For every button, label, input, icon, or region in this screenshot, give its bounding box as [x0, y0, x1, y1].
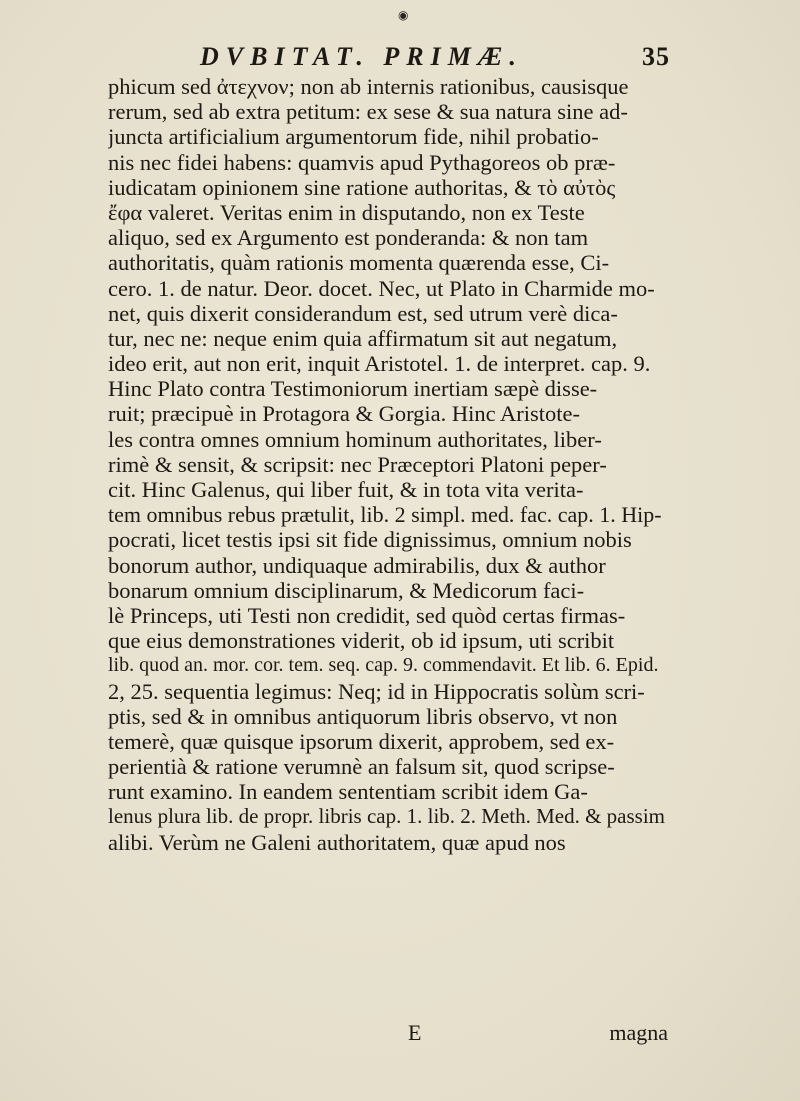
text-line: 2, 25. sequentia legimus: Neq; id in Hippocratis solùm scri- — [108, 678, 645, 704]
text-line: bonorum author, undiquaque admirabilis, dux & author — [108, 552, 606, 578]
text-line: lenus plura lib. de propr. libris cap. 1. lib. 2. Meth. Med. & passim — [108, 804, 666, 829]
text-line: cit. Hinc Galenus, qui liber fuit, & in tota vita verita- — [108, 477, 584, 502]
text-line: authoritatis, quàm rationis momenta quærenda esse, Ci- — [108, 250, 610, 276]
text-line: aliquo, sed ex Argumento est ponderanda: & non tam — [108, 225, 589, 251]
text-line: pocrati, licet testis ipsi sit fide dignissimus, omnium nobis — [108, 527, 632, 553]
text-line: temerè, quæ quisque ipsorum dixerit, approbem, sed ex- — [108, 728, 615, 754]
text-line: net, quis dixerit considerandum est, sed utrum verè dica- — [108, 300, 618, 326]
text-line: que eius demonstrationes viderit, ob id ipsum, uti scribit — [108, 628, 615, 654]
text-line: iudicatam opinionem sine ratione authoritas, & τὸ αὐτὸς — [108, 174, 616, 200]
text-line: ἔφα valeret. Veritas enim in disputando, non ex Teste — [108, 199, 585, 225]
text-line: tur, nec ne: neque enim quia affirmatum sit aut negatum, — [108, 325, 618, 351]
text-line: ideo erit, aut non erit, inquit Aristotel. 1. de interpret. cap. 9. — [108, 351, 651, 377]
text-line: tem omnibus rebus prætulit, lib. 2 simpl. med. fac. cap. 1. Hip- — [108, 502, 662, 528]
text-line: ptis, sed & in omnibus antiquorum libris observo, vt non — [108, 703, 618, 729]
text-line: perientià & ratione verumnè an falsum sit, quod scripse- — [108, 754, 615, 780]
text-line: les contra omnes omnium hominum authoritates, liber- — [108, 426, 602, 452]
body-text — [108, 74, 668, 855]
text-line: juncta artificialium argumentorum fide, nihil probatio- — [108, 124, 599, 150]
text-line: lib. quod an. mor. cor. tem. seq. cap. 9. commendavit. Et lib. 6. Epid. — [108, 654, 659, 677]
text-line: rimè & sensit, & scripsit: nec Præceptori Platoni peper- — [108, 451, 607, 477]
running-title: DVBITAT. PRIMÆ. — [200, 42, 523, 71]
text-line: rerum, sed ab extra petitum: ex sese & sua natura sine ad- — [108, 99, 628, 125]
signature-mark: E — [408, 1020, 422, 1045]
text-line: ruit; præcipuè in Protagora & Gorgia. Hinc Aristote- — [108, 401, 580, 427]
text-line: runt examino. In eandem sententiam scribit idem Ga- — [108, 779, 588, 805]
page-footer — [108, 1020, 668, 1046]
ornament-mark: ◉ — [398, 8, 409, 22]
running-header — [200, 40, 670, 74]
text-line: Hinc Plato contra Testimoniorum inertiam sæpè disse- — [108, 376, 598, 402]
text-line: cero. 1. de natur. Deor. docet. Nec, ut Plato in Charmide mo- — [108, 275, 655, 301]
text-line: lè Princeps, uti Testi non credidit, sed quòd certas firmas- — [108, 602, 626, 628]
text-line: bonarum omnium disciplinarum, & Medicorum faci- — [108, 577, 585, 603]
page-number: 35 — [642, 42, 670, 71]
text-line: nis nec fidei habens: quamvis apud Pythagoreos ob præ- — [108, 149, 616, 175]
catchword: magna — [609, 1020, 668, 1045]
text-line: alibi. Verùm ne Galeni authoritatem, quæ apud nos — [108, 829, 566, 855]
text-line: phicum sed ἀτεχνον; non ab internis rationibus, causisque — [108, 74, 629, 99]
